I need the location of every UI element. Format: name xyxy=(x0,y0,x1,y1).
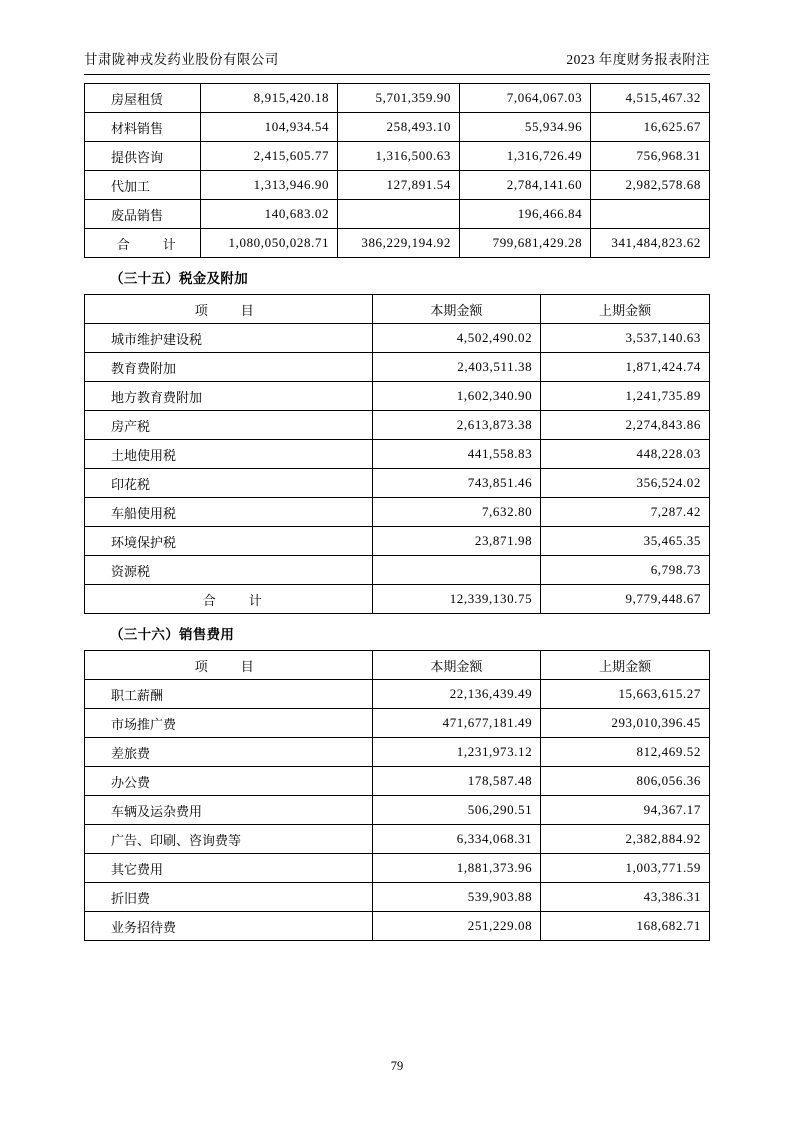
row-value-3: 1,316,726.49 xyxy=(460,142,591,171)
total-value-4: 341,484,823.62 xyxy=(591,229,710,258)
table-row xyxy=(85,113,710,142)
total-value-3: 799,681,429.28 xyxy=(460,229,591,258)
row-label: 教育费附加 xyxy=(85,353,373,382)
row-label: 办公费 xyxy=(85,767,373,796)
row-previous-amount: 168,682.71 xyxy=(541,912,710,941)
header-company-name: 甘肃陇神戎发药业股份有限公司 xyxy=(84,52,279,67)
total-label: 合 计 xyxy=(85,229,201,258)
row-value-1: 8,915,420.18 xyxy=(200,84,338,113)
table-header-row xyxy=(85,651,710,680)
row-value-4: 756,968.31 xyxy=(591,142,710,171)
row-label: 提供咨询 xyxy=(85,142,201,171)
column-header-item: 项 目 xyxy=(85,651,373,680)
table-row xyxy=(85,767,710,796)
row-label: 车船使用税 xyxy=(85,498,373,527)
table-total-row xyxy=(85,585,710,614)
row-value-1: 1,313,946.90 xyxy=(200,171,338,200)
row-label: 房产税 xyxy=(85,411,373,440)
row-previous-amount: 448,228.03 xyxy=(541,440,710,469)
taxes-and-surcharges-table xyxy=(84,294,710,614)
total-current-amount: 12,339,130.75 xyxy=(372,585,541,614)
row-previous-amount: 3,537,140.63 xyxy=(541,324,710,353)
table-row xyxy=(85,84,710,113)
row-previous-amount: 356,524.02 xyxy=(541,469,710,498)
row-current-amount: 22,136,439.49 xyxy=(372,680,541,709)
row-current-amount: 743,851.46 xyxy=(372,469,541,498)
table-row xyxy=(85,411,710,440)
row-current-amount: 539,903.88 xyxy=(372,883,541,912)
row-value-4: 16,625.67 xyxy=(591,113,710,142)
table-row xyxy=(85,556,710,585)
row-current-amount: 7,632.80 xyxy=(372,498,541,527)
row-value-3: 55,934.96 xyxy=(460,113,591,142)
row-value-1: 104,934.54 xyxy=(200,113,338,142)
table-row xyxy=(85,796,710,825)
row-current-amount xyxy=(372,556,541,585)
total-value-2: 386,229,194.92 xyxy=(338,229,460,258)
row-previous-amount: 806,056.36 xyxy=(541,767,710,796)
row-previous-amount: 43,386.31 xyxy=(541,883,710,912)
row-label: 代加工 xyxy=(85,171,201,200)
row-label: 土地使用税 xyxy=(85,440,373,469)
total-label: 合 计 xyxy=(85,585,373,614)
row-value-2: 127,891.54 xyxy=(338,171,460,200)
row-previous-amount: 7,287.42 xyxy=(541,498,710,527)
table-row xyxy=(85,469,710,498)
total-previous-amount: 9,779,448.67 xyxy=(541,585,710,614)
row-current-amount: 1,881,373.96 xyxy=(372,854,541,883)
row-value-3: 2,784,141.60 xyxy=(460,171,591,200)
row-label: 印花税 xyxy=(85,469,373,498)
row-previous-amount: 6,798.73 xyxy=(541,556,710,585)
row-label: 地方教育费附加 xyxy=(85,382,373,411)
row-current-amount: 251,229.08 xyxy=(372,912,541,941)
table-row xyxy=(85,709,710,738)
revenue-continued-table xyxy=(84,83,710,258)
row-value-3: 7,064,067.03 xyxy=(460,84,591,113)
row-previous-amount: 35,465.35 xyxy=(541,527,710,556)
row-value-2: 1,316,500.63 xyxy=(338,142,460,171)
total-value-1: 1,080,050,028.71 xyxy=(200,229,338,258)
row-current-amount: 471,677,181.49 xyxy=(372,709,541,738)
table-row xyxy=(85,200,710,229)
row-label: 车辆及运杂费用 xyxy=(85,796,373,825)
column-header-previous: 上期金额 xyxy=(541,295,710,324)
row-label: 折旧费 xyxy=(85,883,373,912)
row-previous-amount: 2,382,884.92 xyxy=(541,825,710,854)
table-row xyxy=(85,171,710,200)
row-value-4 xyxy=(591,200,710,229)
row-label: 广告、印刷、咨询费等 xyxy=(85,825,373,854)
table-row xyxy=(85,527,710,556)
table-row xyxy=(85,440,710,469)
row-value-3: 196,466.84 xyxy=(460,200,591,229)
row-previous-amount: 15,663,615.27 xyxy=(541,680,710,709)
table-row xyxy=(85,142,710,171)
row-previous-amount: 293,010,396.45 xyxy=(541,709,710,738)
row-label: 城市维护建设税 xyxy=(85,324,373,353)
header-document-title: 2023 年度财务报表附注 xyxy=(566,52,710,67)
section-35-heading: （三十五）税金及附加 xyxy=(110,271,248,286)
row-label: 材料销售 xyxy=(85,113,201,142)
column-header-item: 项 目 xyxy=(85,295,373,324)
row-value-2 xyxy=(338,200,460,229)
table-row xyxy=(85,353,710,382)
row-current-amount: 2,403,511.38 xyxy=(372,353,541,382)
row-previous-amount: 1,241,735.89 xyxy=(541,382,710,411)
table-row xyxy=(85,854,710,883)
row-current-amount: 506,290.51 xyxy=(372,796,541,825)
row-previous-amount: 2,274,843.86 xyxy=(541,411,710,440)
row-current-amount: 4,502,490.02 xyxy=(372,324,541,353)
row-current-amount: 23,871.98 xyxy=(372,527,541,556)
row-label: 差旅费 xyxy=(85,738,373,767)
row-label: 废品销售 xyxy=(85,200,201,229)
row-label: 职工薪酬 xyxy=(85,680,373,709)
column-header-current: 本期金额 xyxy=(372,295,541,324)
page-header xyxy=(84,0,710,68)
row-previous-amount: 812,469.52 xyxy=(541,738,710,767)
table-row xyxy=(85,382,710,411)
row-previous-amount: 1,003,771.59 xyxy=(541,854,710,883)
table-row xyxy=(85,738,710,767)
page-number: 79 xyxy=(390,1059,404,1073)
table-row xyxy=(85,324,710,353)
row-current-amount: 1,231,973.12 xyxy=(372,738,541,767)
table-row xyxy=(85,825,710,854)
table-total-row xyxy=(85,229,710,258)
column-header-current: 本期金额 xyxy=(372,651,541,680)
row-previous-amount: 1,871,424.74 xyxy=(541,353,710,382)
row-label: 资源税 xyxy=(85,556,373,585)
row-label: 其它费用 xyxy=(85,854,373,883)
row-current-amount: 178,587.48 xyxy=(372,767,541,796)
row-label: 市场推广费 xyxy=(85,709,373,738)
row-current-amount: 441,558.83 xyxy=(372,440,541,469)
row-value-4: 2,982,578.68 xyxy=(591,171,710,200)
row-value-2: 5,701,359.90 xyxy=(338,84,460,113)
row-current-amount: 6,334,068.31 xyxy=(372,825,541,854)
row-label: 房屋租赁 xyxy=(85,84,201,113)
table-row xyxy=(85,883,710,912)
table-row xyxy=(85,498,710,527)
row-value-4: 4,515,467.32 xyxy=(591,84,710,113)
row-value-1: 2,415,605.77 xyxy=(200,142,338,171)
selling-expenses-table xyxy=(84,650,710,941)
row-previous-amount: 94,367.17 xyxy=(541,796,710,825)
row-label: 业务招待费 xyxy=(85,912,373,941)
row-label: 环境保护税 xyxy=(85,527,373,556)
row-value-2: 258,493.10 xyxy=(338,113,460,142)
row-value-1: 140,683.02 xyxy=(200,200,338,229)
section-36-heading: （三十六）销售费用 xyxy=(110,627,235,642)
table-header-row xyxy=(85,295,710,324)
column-header-previous: 上期金额 xyxy=(541,651,710,680)
row-current-amount: 2,613,873.38 xyxy=(372,411,541,440)
table-row xyxy=(85,680,710,709)
table-row xyxy=(85,912,710,941)
row-current-amount: 1,602,340.90 xyxy=(372,382,541,411)
